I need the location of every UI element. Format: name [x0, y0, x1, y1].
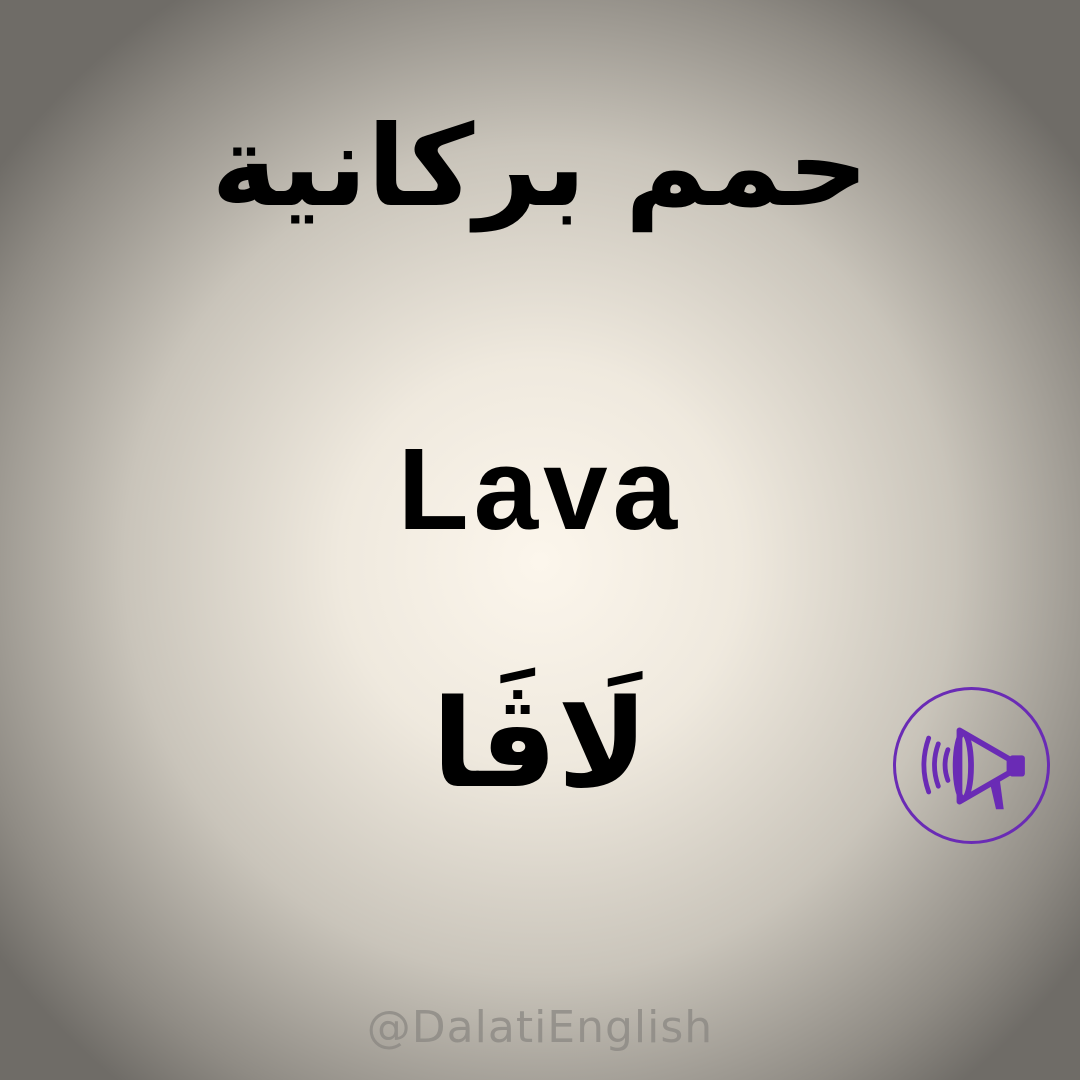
- english-word: Lava: [397, 424, 683, 554]
- megaphone-icon: [896, 690, 1047, 841]
- watermark-handle: @DalatiEnglish: [366, 1002, 714, 1053]
- arabic-term: حمم بركانية: [211, 102, 869, 232]
- audio-play-button[interactable]: [893, 687, 1050, 844]
- arabic-pronunciation: لَاڤَا: [431, 673, 649, 815]
